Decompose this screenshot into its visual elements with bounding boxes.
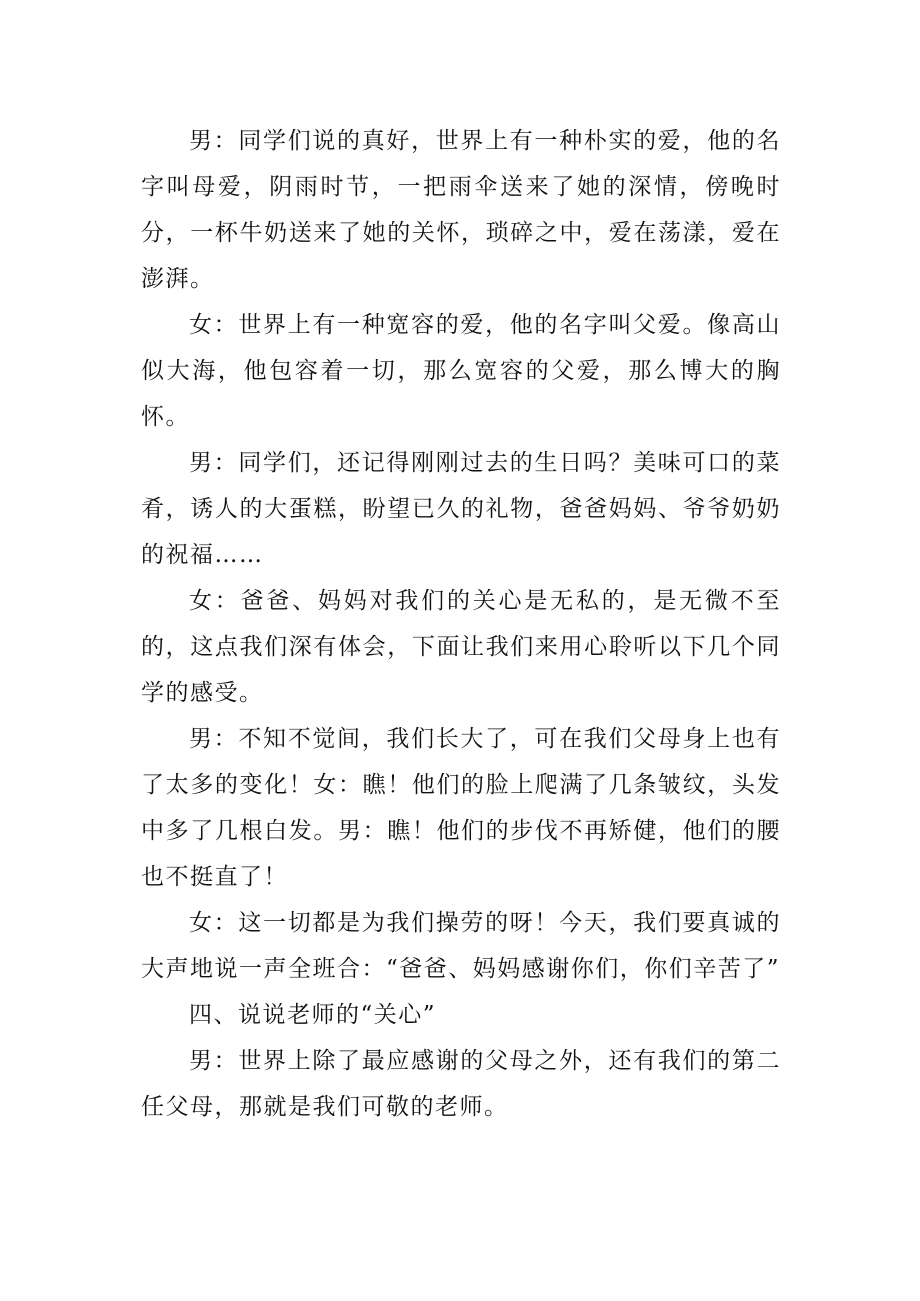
document-body <box>141 118 781 1130</box>
paragraph-6: 女：这一切都是为我们操劳的呀！今天，我们要真诚的大声地说一声全班合：“爸爸、妈妈感谢你们，你们辛苦了” <box>141 910 781 982</box>
paragraph-7: 男：世界上除了最应感谢的父母之外，还有我们的第二任父母，那就是我们可敬的老师。 <box>141 1048 781 1120</box>
paragraph-5: 男：不知不觉间，我们长大了，可在我们父母身上也有了太多的变化！女：瞧！他们的脸上爬满了几条皱纹，头发中多了几根白发。男：瞧！他们的步伐不再矫健，他们的腰也不挺直了！ <box>141 726 781 890</box>
paragraph-2: 女：世界上有一种宽容的爱，他的名字叫父爱。像高山似大海，他包容着一切，那么宽容的父爱，那么博大的胸怀。 <box>141 312 781 430</box>
paragraph-1: 男：同学们说的真好，世界上有一种朴实的爱，他的名字叫母爱，阴雨时节，一把雨伞送来了她的深情，傍晚时分，一杯牛奶送来了她的关怀，琐碎之中，爱在荡漾，爱在澎湃。 <box>141 128 781 292</box>
paragraph-3: 男：同学们，还记得刚刚过去的生日吗？美味可口的菜肴，诱人的大蛋糕，盼望已久的礼物，爸爸妈妈、爷爷奶奶的祝福…… <box>141 450 781 568</box>
paragraph-4: 女：爸爸、妈妈对我们的关心是无私的，是无微不至的，这点我们深有体会，下面让我们来用心聆听以下几个同学的感受。 <box>141 588 781 706</box>
section-heading: 四、说说老师的“关心” <box>189 1002 437 1028</box>
